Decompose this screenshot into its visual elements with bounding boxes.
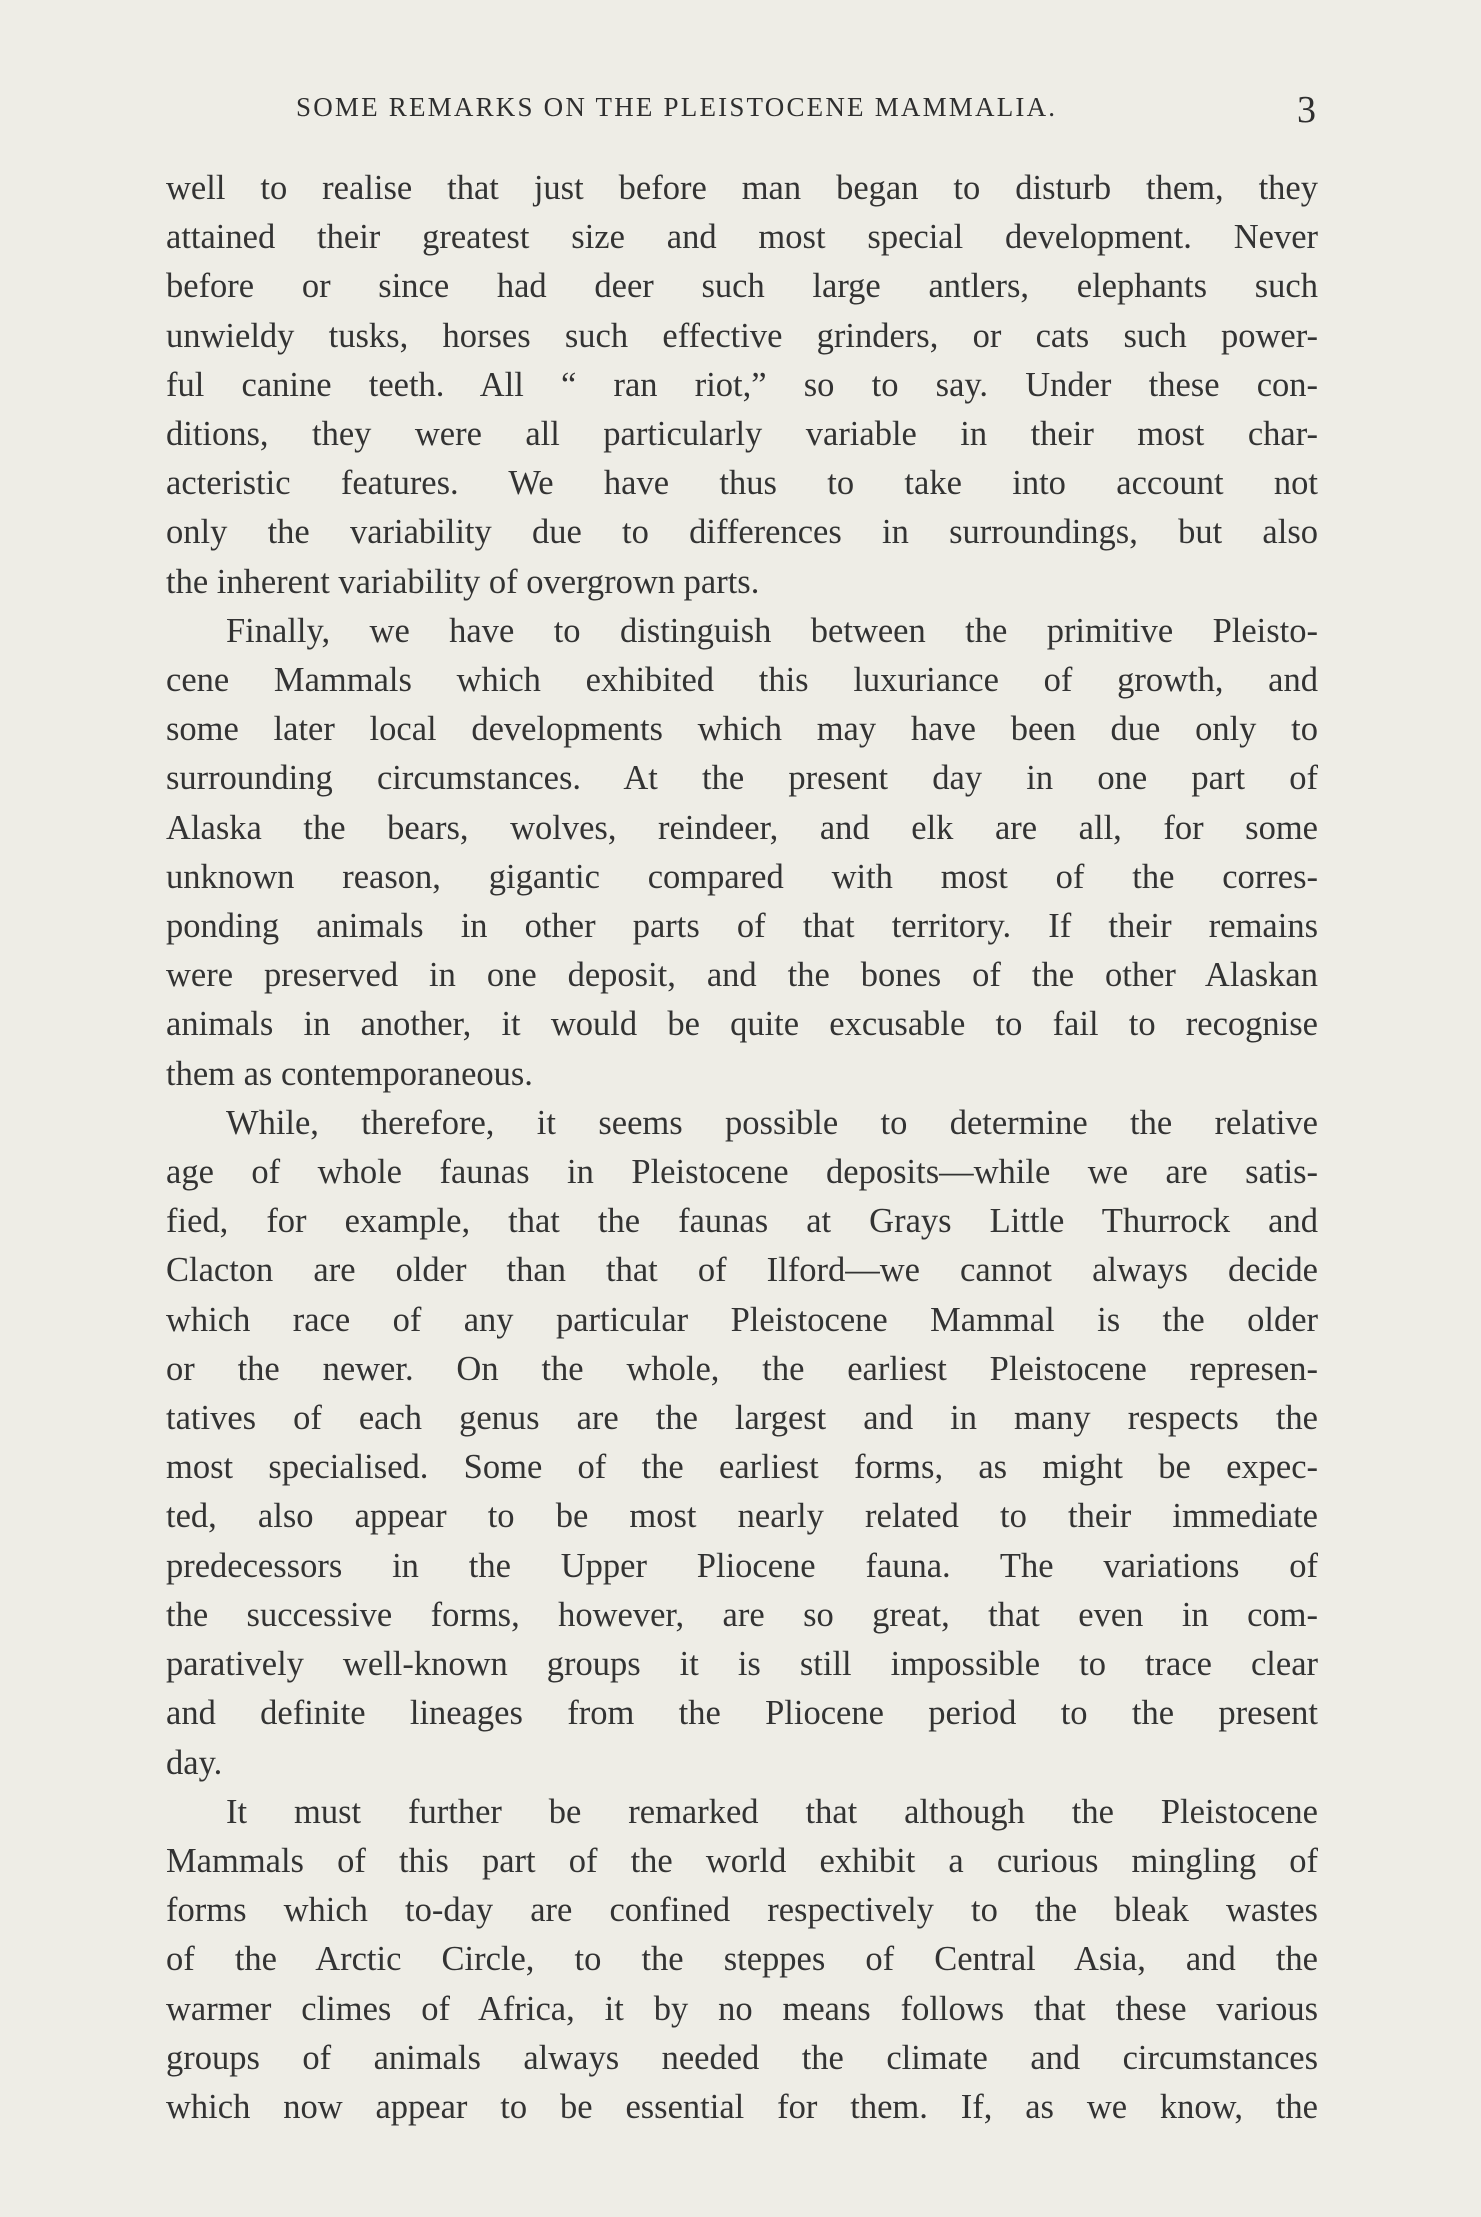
text-line: were preserved in one deposit, and the bones of the other Alaskan [166, 956, 1318, 995]
text-line: tatives of each genus are the largest and in many respects the [166, 1399, 1318, 1438]
text-line: only the variability due to differences in surroundings, but also [166, 513, 1318, 552]
text-line: animals in another, it would be quite excusable to fail to recognise [166, 1005, 1318, 1044]
text-line: and definite lineages from the Pliocene period to the present [166, 1694, 1318, 1733]
text-line: well to realise that just before man began to disturb them, they [166, 169, 1318, 207]
text-line: predecessors in the Upper Pliocene fauna. The variations of [166, 1546, 1318, 1585]
text-line: of the Arctic Circle, to the steppes of Central Asia, and the [166, 1940, 1318, 1979]
text-line: It must further be remarked that although the Pleistocene [226, 1792, 1318, 1831]
text-line: warmer climes of Africa, it by no means follows that these various [166, 1989, 1318, 2028]
text-line: paratively well-known groups it is still impossible to trace clear [166, 1645, 1318, 1684]
text-line: groups of animals always needed the climate and circumstances [166, 2038, 1318, 2077]
text-line: day. [166, 1743, 223, 1782]
text-line: acteristic features. We have thus to take into account not [166, 464, 1318, 503]
text-line: before or since had deer such large antlers, elephants such [166, 267, 1318, 306]
paragraph [166, 164, 1318, 607]
body-text [166, 164, 1318, 2132]
text-line: fied, for example, that the faunas at Grays Little Thurrock and [166, 1202, 1318, 1241]
text-line: cene Mammals which exhibited this luxuriance of growth, and [166, 661, 1318, 700]
text-line: Mammals of this part of the world exhibit a curious mingling of [166, 1841, 1318, 1880]
text-line: age of whole faunas in Pleistocene deposits—while we are satis- [166, 1153, 1318, 1192]
text-line: most specialised. Some of the earliest forms, as might be expec- [166, 1448, 1318, 1487]
text-line: the inherent variability of overgrown parts. [166, 562, 760, 601]
running-title: SOME REMARKS ON THE PLEISTOCENE MAMMALIA. [296, 92, 1058, 122]
paragraph [166, 607, 1318, 1099]
text-line: the successive forms, however, are so great, that even in com- [166, 1595, 1318, 1634]
text-line: unknown reason, gigantic compared with most of the corres- [166, 857, 1318, 896]
text-line: which race of any particular Pleistocene Mammal is the older [166, 1300, 1318, 1339]
text-line: forms which to-day are confined respectively to the bleak wastes [166, 1891, 1318, 1930]
text-line: Finally, we have to distinguish between the primitive Pleisto- [226, 611, 1318, 650]
text-line: ditions, they were all particularly variable in their most char- [166, 415, 1318, 454]
text-line: them as contemporaneous. [166, 1054, 533, 1093]
text-line: some later local developments which may have been due only to [166, 710, 1318, 749]
text-line: which now appear to be essential for them. If, as we know, the [166, 2087, 1318, 2126]
text-line: ted, also appear to be most nearly related to their immediate [166, 1497, 1318, 1536]
paragraph [166, 1788, 1318, 2132]
text-line: surrounding circumstances. At the present day in one part of [166, 759, 1318, 798]
text-line: Clacton are older than that of Ilford—we cannot always decide [166, 1251, 1318, 1290]
text-line: attained their greatest size and most special development. Never [166, 218, 1318, 257]
text-line: While, therefore, it seems possible to determine the relative [226, 1103, 1318, 1142]
text-line: or the newer. On the whole, the earliest Pleistocene represen- [166, 1349, 1318, 1388]
text-line: ful canine teeth. All “ ran riot,” so to say. Under these con- [166, 365, 1318, 404]
running-head [166, 88, 1316, 138]
page-number: 3 [1297, 89, 1316, 131]
text-line: Alaska the bears, wolves, reindeer, and elk are all, for some [166, 808, 1318, 847]
paragraph [166, 1099, 1318, 1788]
text-line: ponding animals in other parts of that territory. If their remains [166, 907, 1318, 946]
text-line: unwieldy tusks, horses such effective grinders, or cats such power- [166, 316, 1318, 355]
